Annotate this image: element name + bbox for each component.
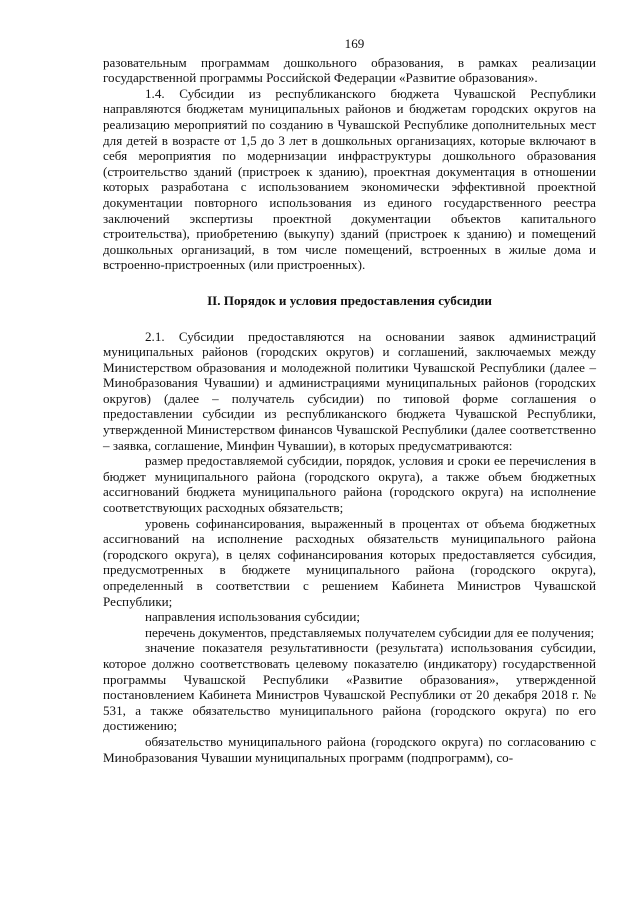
intro-continuation-paragraph: разовательным программам дошкольного образования, в рамках реализации государственной программы Российской Федерации «Развитие образования».: [103, 54, 596, 86]
list-item: уровень софинансирования, выраженный в процентах от объема бюджетных ассигнований на исполнение расходных обязательств муниципального района (городского округа), в целях софинансирования которых предоставляется субсидия, предусмотренных в бюджете муниципального района (городского округа), определенный в соответствии с решением Кабинета Министров Чувашской Республики;: [103, 515, 596, 609]
clause-2-1-paragraph: 2.1. Субсидии предоставляются на основании заявок администраций муниципальных районов (городских округов) и соглашений, заключаемых между Министерством образования и молодежной политики Чувашской Республики (далее – Минобразования Чувашии) и администрациями муниципальных районов (городских округов) (далее – получатель субсидии) по типовой форме соглашения о предоставлении субсидии из республиканского бюджета Чувашской Республики, утвержденной Министерством финансов Чувашской Республики (далее соответственно – заявка, соглашение, Минфин Чувашии), в которых предусматриваются:: [103, 328, 596, 453]
clause-1-4-paragraph: 1.4. Субсидии из республиканского бюджета Чувашской Республики направляются бюджетам муниципальных районов и бюджетам городских округов на реализацию мероприятий по созданию в Чувашской Республике дополнительных мест для детей в возрасте от 1,5 до 3 лет в дошкольных организациях, которые включают в себя мероприятия по модернизации инфраструктуры дошкольного образования (строительство зданий (пристроек к зданию), проектная документация в отношении которых разработана с использованием экономически эффективной проектной документации повторного использования из единого государственного реестра заключений экспертизы проектной документации объектов капитального строительства), приобретению (выкупу) зданий (пристроек к зданию) и помещений дошкольных организаций, в том числе помещений, встроенных в жилые дома и встроенно-пристроенных (или пристроенных).: [103, 85, 596, 273]
list-item: значение показателя результативности (результата) использования субсидии, которое должно соответствовать целевому показателю (индикатору) государственной программы Чувашской Республики «Развитие образования», утвержденной постановлением Кабинета Министров Чувашской Республики от 20 декабря 2018 г. № 531, а также обязательство муниципального района (городского округа) по его достижению;: [103, 640, 596, 734]
section-heading: II. Порядок и условия предоставления субсидии: [207, 292, 492, 308]
list-item: обязательство муниципального района (городского округа) по согласованию с Минобразования Чувашии муниципальных программ (подпрограмм), со-: [103, 733, 596, 765]
list-item: размер предоставляемой субсидии, порядок, условия и сроки ее перечисления в бюджет муниципального района (городского округа), а также объем бюджетных ассигнований бюджета муниципального района (городского округа) на исполнение соответствующих расходных обязательств;: [103, 453, 596, 516]
list-item: направления использования субсидии;: [145, 609, 360, 625]
page-number: 169: [344, 36, 365, 51]
list-item: перечень документов, представляемых получателем субсидии для ее получения;: [145, 624, 595, 640]
